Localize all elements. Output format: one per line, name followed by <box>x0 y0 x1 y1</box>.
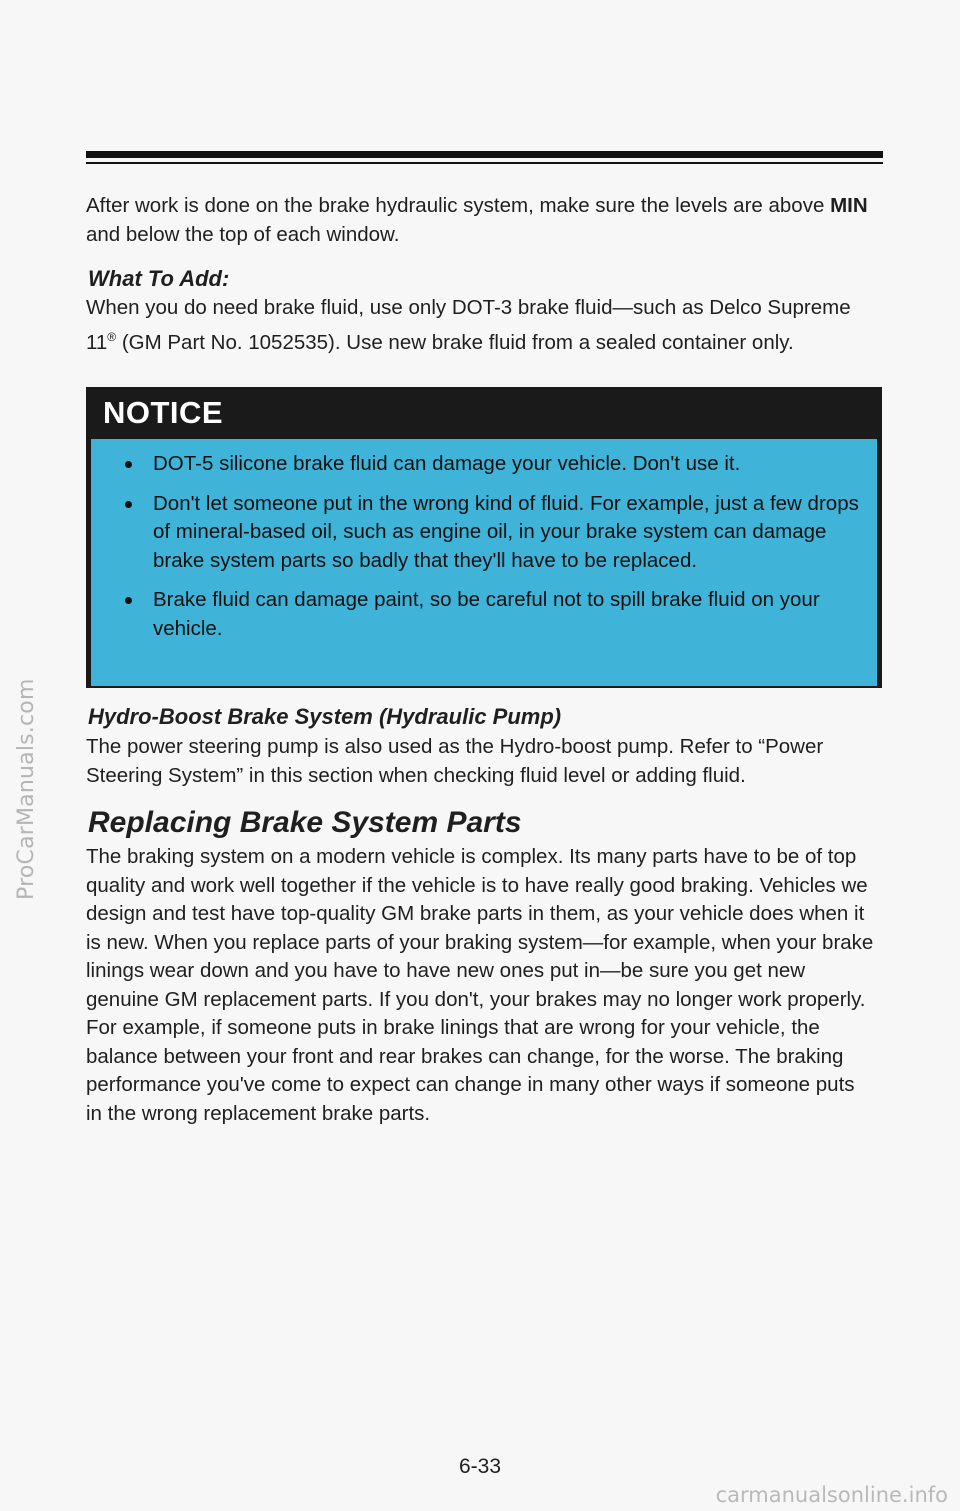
what-to-add-heading: What To Add: <box>88 266 230 291</box>
page-number: 6-33 <box>458 1455 502 1478</box>
header-rule-thick <box>86 151 883 158</box>
intro-min-bold: MIN <box>830 194 868 217</box>
footer-watermark: carmanualsonline.info <box>715 1483 948 1507</box>
replacing-parts-paragraph: The braking system on a modern vehicle is complex. Its many parts have to be of top quality and work well together if the vehicle is to have really good braking. Vehicles we design and test have top-quality GM brake parts in them, as your vehicle does when it is new. When you replace parts of your braking system—for example, when your brake linings wear down and you have to have new ones put in—be sure you get new genuine GM replacement parts. If you don't, your brakes may no longer work properly. For example, if someone puts in brake linings that are wrong for your vehicle, the balance between your front and rear brakes can change, for the worse. The braking performance you've come to expect can change in many other ways if someone puts in the wrong replacement brake parts. <box>86 845 874 1125</box>
bullet-icon <box>125 501 132 508</box>
side-watermark: ProCarManuals.com <box>14 678 39 900</box>
intro-text-before: After work is done on the brake hydraulic system, make sure the levels are above <box>86 194 831 217</box>
notice-item-text: Don't let someone put in the wrong kind of fluid. For example, just a few drops of mineral-based oil, such as engine oil, in your brake system can damage brake system parts so badly that they'll have to be replaced. <box>153 491 859 572</box>
notice-item-text: Brake fluid can damage paint, so be careful not to spill brake fluid on your vehicle. <box>153 588 820 640</box>
what-to-add-text-after: (GM Part No. 1052535). Use new brake fluid from a sealed container only. <box>116 330 794 354</box>
bullet-icon <box>125 461 132 468</box>
intro-text-after: and below the top of each window. <box>86 222 400 246</box>
intro-paragraph <box>86 192 876 249</box>
registered-mark: ® <box>107 329 117 344</box>
notice-body <box>91 439 877 686</box>
what-to-add-text-before: When you do need brake fluid, use only DOT-3 brake fluid—such as Delco Supreme 11 <box>86 296 851 354</box>
notice-item <box>111 450 867 479</box>
header-rule-thin <box>86 162 883 164</box>
notice-item <box>111 490 867 576</box>
replacing-parts-heading: Replacing Brake System Parts <box>88 806 522 839</box>
hydro-boost-paragraph: The power steering pump is also used as the Hydro-boost pump. Refer to “Power Steering System” in this section when checking fluid level or adding fluid. <box>86 735 824 787</box>
hydro-boost-heading: Hydro-Boost Brake System (Hydraulic Pump) <box>88 704 562 729</box>
notice-title: NOTICE <box>103 395 224 430</box>
what-to-add-paragraph <box>86 294 876 357</box>
notice-item-text: DOT-5 silicone brake fluid can damage your vehicle. Don't use it. <box>153 452 741 475</box>
notice-box <box>86 387 882 688</box>
bullet-icon <box>125 597 132 604</box>
notice-item <box>111 586 867 643</box>
